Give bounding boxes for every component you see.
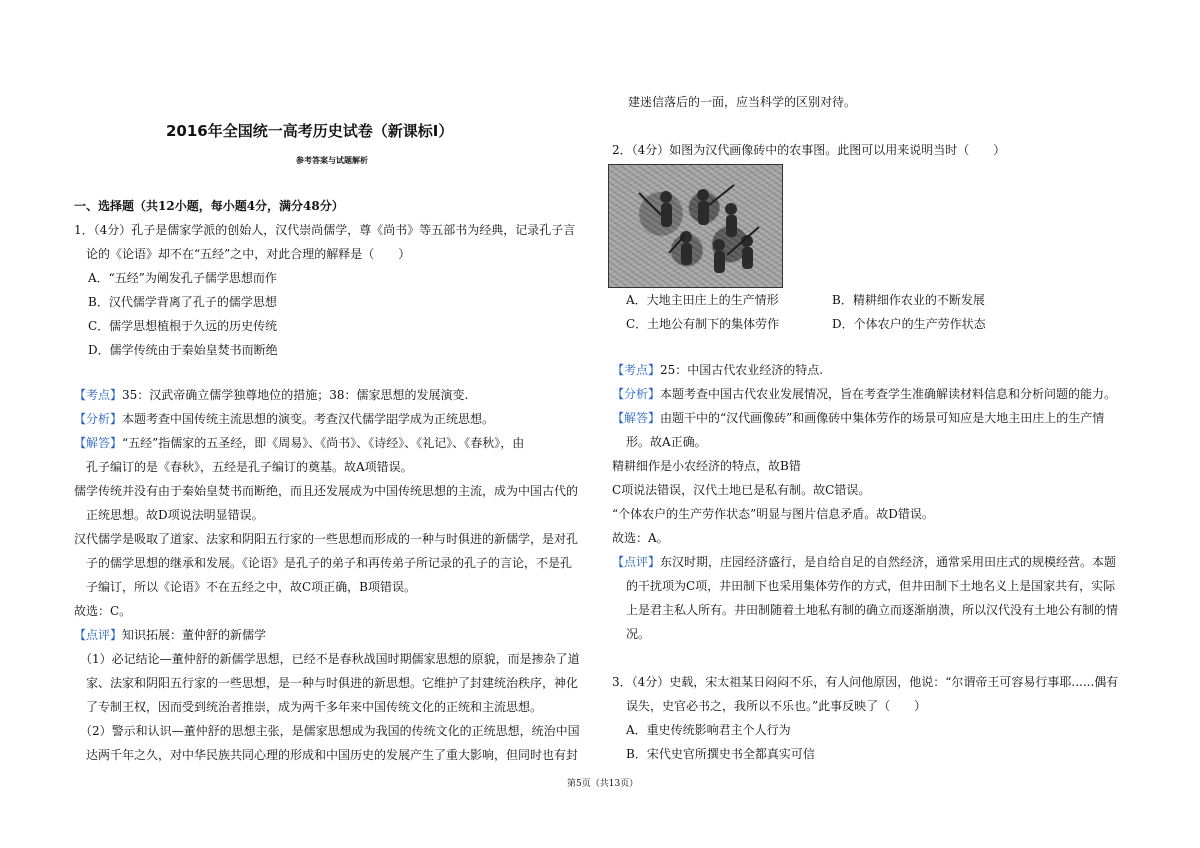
q1-fenxi-tag: 【分析】 <box>74 412 123 426</box>
q1-dianping-line-6: 达两千年之久，对中华民族共同心理的形成和中国历史的发展产生了重大影响，但同时也有封 <box>86 748 579 762</box>
q2-jieda-line-3: 精耕细作是小农经济的特点，故B错 <box>612 459 801 473</box>
q1-fenxi-text: 本题考查中国传统主流思想的演变。考查汉代儒学㗊学成为正统思想。 <box>122 412 495 426</box>
q2-dianping <box>612 552 1116 572</box>
q2-option-a: A．大地主田庄上的生产情形 <box>626 293 779 307</box>
q1-jieda-line-5: 汉代儒学是吸取了道家、法家和阴阳五行家的一些思想而形成的一种与时俱进的新儒学，是对孔 <box>74 532 579 546</box>
q1-option-b: B．汉代儒学背离了孔子的儒学思想 <box>88 295 277 309</box>
q1-option-c: C．儒学思想植根于久远的历史传统 <box>88 319 278 333</box>
page-footer: 第5页（共13页） <box>567 779 639 789</box>
q2-option-c: C．土地公有制下的集体劳作 <box>626 317 780 331</box>
q1-dianping-line-4: 了专制王权，因而受到统治者推崇，成为两千多年来中国传统文化的正统和主流思想。 <box>86 700 543 714</box>
q2-dianping-line-2: 的干扰项为C项，井田制下也采用集体劳作的方式，但井田制下土地名义上是国家共有，实际 <box>626 579 1116 593</box>
q1-jieda-line-6: 子的儒学思想的继承和发展。《论语》是孔子的弟子和再传弟子所记录的孔子的言论，不是孔 <box>86 556 573 570</box>
q2-fenxi-tag: 【分析】 <box>612 387 661 401</box>
q1-jieda <box>74 433 524 453</box>
q1-stem-line-2: 论的《论语》却不在“五经”之中，对此合理的解释是（ ） <box>86 247 411 261</box>
q1-jieda-line-3: 儒学传统并没有由于秦始皇焚书而断绝，而且还发展成为中国传统思想的主流，成为中国古代的 <box>74 484 579 498</box>
q1-dianping-line-5: （2）警示和认识—董仲舒的思想主张，是儒家思想成为我国的传统文化的正统思想，统治中国 <box>80 724 580 738</box>
q3-stem-line-2: 误失，史官必书之，我所以不乐也。”此事反映了（ ） <box>626 699 927 713</box>
page-subtitle: 参考答案与试题解析 <box>296 155 368 165</box>
q2-kaodian <box>612 360 823 380</box>
q2-jieda-line-4: C项说法错误，汉代土地已是私有制。故C错误。 <box>612 483 871 497</box>
section-heading: 一、选择题（共12小题，每小题4分，满分48分） <box>74 199 344 213</box>
q1-dianping <box>74 625 266 645</box>
farmers-figure-icon <box>609 165 782 287</box>
q1-option-a: A．“五经”为阐发孔子儒学思想而作 <box>88 271 277 285</box>
q2-dianping-line-4: 况。 <box>626 627 651 641</box>
q1-jieda-line-4: 正统思想。故D项说法明显错误。 <box>86 508 264 522</box>
page-title: 2016年全国统一高考历史试卷（新课标Ⅰ） <box>166 122 454 140</box>
q3-option-a: A．重史传统影响君主个人行为 <box>626 723 791 737</box>
q1-dianping-tag: 【点评】 <box>74 628 123 642</box>
q2-option-d: D．个体农户的生产劳作状态 <box>832 317 986 331</box>
q1-dianping-line-1: 知识拓展：董仲舒的新儒学 <box>122 628 267 642</box>
q2-option-b: B．精耕细作农业的不断发展 <box>832 293 985 307</box>
q2-jieda <box>612 408 1104 428</box>
q2-jieda-tag: 【解答】 <box>612 411 661 425</box>
q2-kaodian-text: 25：中国古代农业经济的特点. <box>660 363 824 377</box>
q1-dianping-line-2: （1）必记结论—董仲舒的新儒学思想，已经不是春秋战国时期儒家思想的原貌，而是掺杂了道 <box>80 652 580 666</box>
q1-jieda-tag: 【解答】 <box>74 436 123 450</box>
q1-kaodian-tag: 【考点】 <box>74 388 123 402</box>
q2-jieda-line-5: “个体农户的生产劳作状态”明显与图片信息矛盾。故D错误。 <box>612 507 934 521</box>
q2-fenxi <box>612 384 1116 404</box>
q1-option-d: D．儒学传统由于秦始皇焚书而断绝 <box>88 343 278 357</box>
q2-dianping-line-3: 上是君主私人所有。井田制随着土地私有制的确立而逐渐崩溃，所以汉代没有土地公有制的情 <box>626 603 1119 617</box>
q1-dianping-line-3: 家、法家和阴阳五行家的一些思想，是一种与时俱进的新思想。它维护了封建统治秩序，神化 <box>86 676 579 690</box>
q1-kaodian-text: 35：汉武帝确立儒学独尊地位的措施；38：儒家思想的发展演变. <box>122 388 469 402</box>
q3-stem-line-1: 3．（4分）史载，宋太祖某日闷闷不乐，有人问他原因，他说：“尔谓帝王可容易行事耶......偶有 <box>612 675 1119 689</box>
q2-jieda-line-1: 由题干中的“汉代画像砖”和画像砖中集体劳作的场景可知应是大地主田庄上的生产情 <box>660 411 1105 425</box>
q1-stem-line-1: 1．（4分）孔子是儒家学派的创始人，汉代崇尚儒学，尊《尚书》等五部书为经典，记录孔子言 <box>74 223 576 237</box>
q1-kaodian <box>74 385 468 405</box>
q1-jieda-line-7: 子编订，所以《论语》不在五经之中，故C项正确，B项错误。 <box>86 580 417 594</box>
q2-jieda-line-2: 形。故A正确。 <box>626 435 707 449</box>
q2-stem: 2．（4分）如图为汉代画像砖中的农事图。此图可以用来说明当时（ ） <box>612 143 1006 157</box>
q1-jieda-line-1: “五经”指儒家的五圣经，即《周易》、《尚书》、《诗经》、《礼记》、《春秋》，由 <box>122 436 525 450</box>
q1-answer: 故选：C。 <box>74 604 132 618</box>
q1-jieda-line-2: 孔子编订的是《春秋》，五经是孔子编订的奠基。故A项错误。 <box>86 460 413 474</box>
q3-option-b: B．宋代史官所撰史书全都真实可信 <box>626 747 815 761</box>
q2-dianping-tag: 【点评】 <box>612 555 661 569</box>
q1-fenxi <box>74 409 494 429</box>
q2-kaodian-tag: 【考点】 <box>612 363 661 377</box>
q1-dianping-line-7: 建迷信落后的一面，应当科学的区别对待。 <box>628 95 857 109</box>
q2-answer: 故选：A。 <box>612 531 669 545</box>
q2-dianping-line-1: 东汉时期，庄园经济盛行，是自给自足的自然经济，通常采用田庄式的规模经营。本题 <box>660 555 1117 569</box>
han-brick-farming-image <box>608 164 783 288</box>
q2-fenxi-text: 本题考查中国古代农业发展情况，旨在考查学生准确解读材料信息和分析问题的能力。 <box>660 387 1117 401</box>
